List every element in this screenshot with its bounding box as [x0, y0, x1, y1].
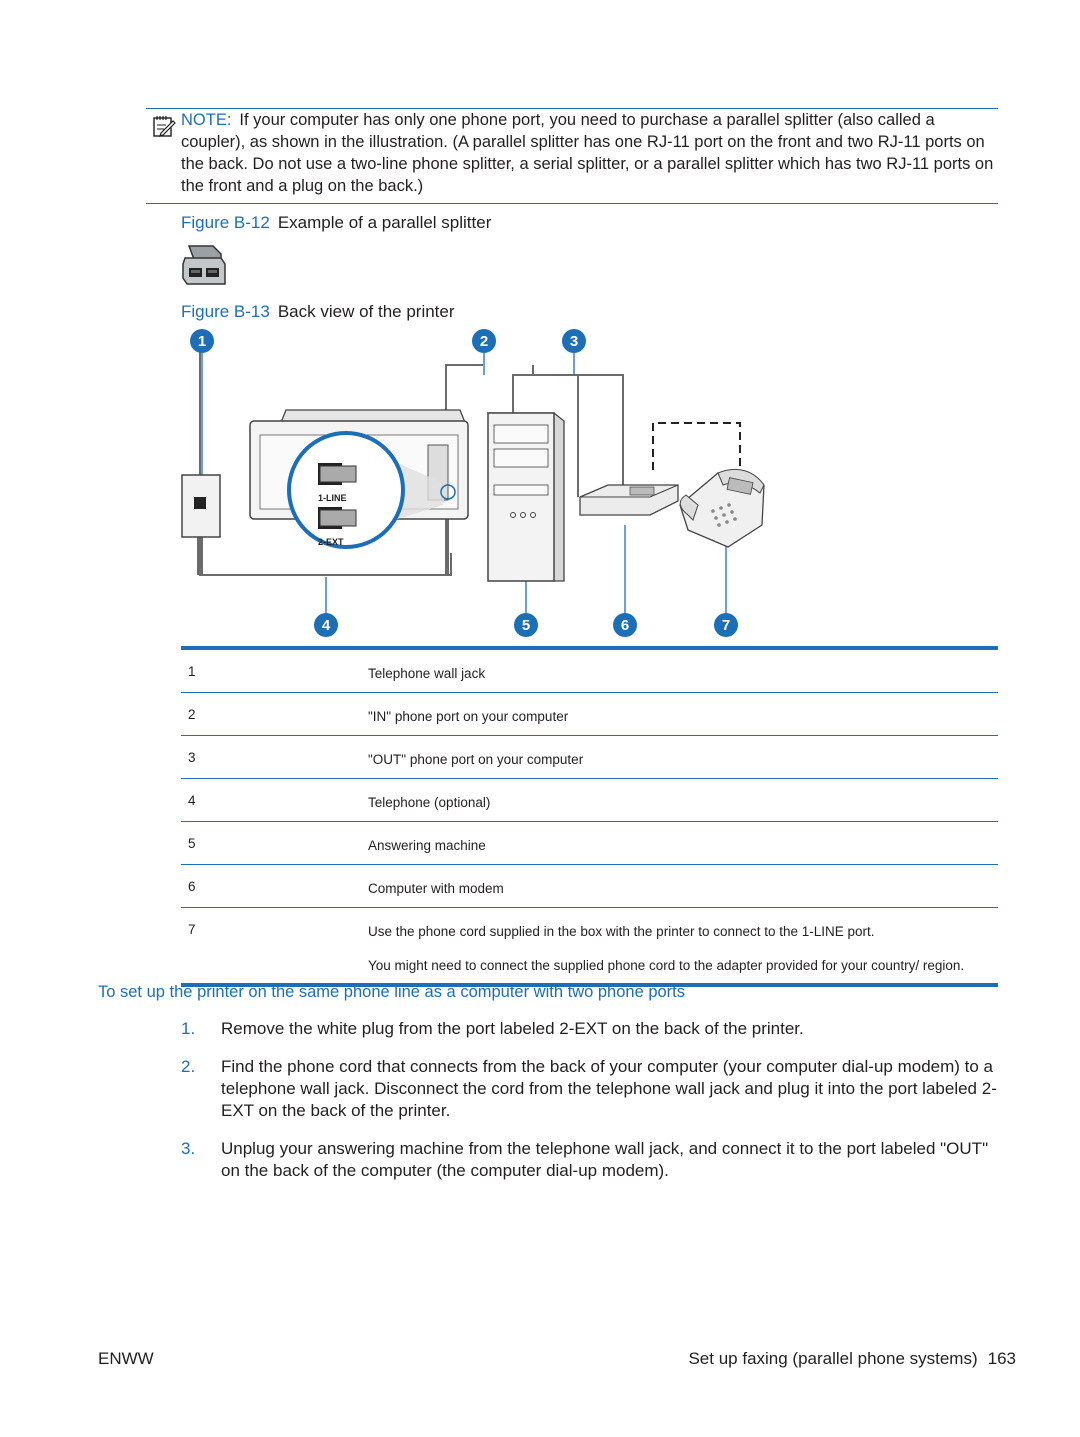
row-number: 6: [188, 879, 196, 894]
callout-1-label: 1: [197, 333, 207, 350]
parallel-splitter-image: [181, 242, 227, 288]
answering-machine: [580, 485, 678, 515]
note-icon: [152, 114, 176, 138]
callout-5-label: 5: [521, 617, 531, 634]
footer-section-title: Set up faxing (parallel phone systems): [688, 1349, 978, 1368]
footer-doc-code: ENWW: [98, 1349, 154, 1368]
row-description-line: You might need to connect the supplied phone cord to the adapter provided for your country/ region.: [368, 958, 965, 973]
table-row: [181, 865, 998, 908]
printer-back: [250, 410, 468, 547]
port-2-ext-label: 2-EXT: [318, 537, 344, 547]
legend-table: [181, 646, 998, 987]
callout-7-label: 7: [721, 617, 731, 634]
row-number: 4: [188, 793, 196, 808]
step-number: 2.: [181, 1057, 196, 1076]
connection-diagram: [178, 325, 778, 645]
telephone: [680, 469, 764, 547]
row-description: Telephone (optional): [368, 795, 491, 810]
page-number: 163: [987, 1349, 1016, 1368]
row-description: "OUT" phone port on your computer: [368, 752, 584, 767]
step-text: Find the phone cord that connects from the back of your computer (your computer dial-up modem) to a telephone wall jack. Disconnect the cord from the telephone wall jack and plug it into the port labeled 2-EXT on the back of the printer.: [221, 1057, 997, 1120]
note-text: [181, 109, 998, 197]
figure-12-title: Example of a parallel splitter: [277, 213, 492, 232]
list-item: [181, 1138, 1001, 1182]
callout-4-label: 4: [321, 617, 331, 634]
table-row: [181, 736, 998, 779]
procedure-steps: [181, 1018, 1001, 1198]
table-row: [181, 779, 998, 822]
callout-6-label: 6: [620, 617, 630, 634]
row-description: Answering machine: [368, 838, 486, 853]
figure-12-caption: [181, 213, 491, 233]
step-number: 3.: [181, 1139, 196, 1158]
row-number: 7: [188, 922, 196, 937]
note-body: If your computer has only one phone port, you need to purchase a parallel splitter (also called a coupler), as shown in the illustration. (A parallel splitter has one RJ-11 port on the front and two RJ-11 ports on the back. Do not use a two-line phone splitter, a serial splitter, or a parallel splitter which has two RJ-11 ports on the front and a plug on the back.): [181, 111, 994, 195]
table-row: [181, 822, 998, 865]
computer-tower: [488, 413, 564, 581]
row-number: 1: [188, 664, 196, 679]
figure-13-caption: [181, 302, 455, 322]
step-text: Unplug your answering machine from the telephone wall jack, and connect it to the port labeled "OUT" on the back of the computer (the computer dial-up modem).: [221, 1139, 989, 1180]
port-1-line-label: 1-LINE: [318, 493, 347, 503]
row-description: "IN" phone port on your computer: [368, 709, 569, 724]
procedure-title: To set up the printer on the same phone line as a computer with two phone ports: [98, 983, 686, 1001]
table-row: [181, 908, 998, 983]
figure-13-title: Back view of the printer: [277, 302, 455, 321]
list-item: [181, 1056, 1001, 1122]
row-number: 3: [188, 750, 196, 765]
list-item: [181, 1018, 1001, 1040]
step-text: Remove the white plug from the port labeled 2-EXT on the back of the printer.: [221, 1019, 804, 1038]
row-number: 5: [188, 836, 196, 851]
callout-2-label: 2: [479, 333, 489, 350]
wall-jack: [182, 475, 220, 537]
row-description: Telephone wall jack: [368, 666, 486, 681]
row-description-line: Use the phone cord supplied in the box with the printer to connect to the 1-LINE port.: [368, 924, 875, 939]
footer-section: [688, 1349, 1016, 1369]
step-number: 1.: [181, 1019, 196, 1038]
table-row: [181, 693, 998, 736]
callout-3-label: 3: [569, 333, 579, 350]
row-description: [368, 922, 998, 975]
figure-13-number: Figure B-13: [181, 302, 270, 321]
figure-12-number: Figure B-12: [181, 213, 270, 232]
note-box: [146, 108, 998, 204]
row-description: Computer with modem: [368, 881, 504, 896]
row-number: 2: [188, 707, 196, 722]
note-label: NOTE:: [181, 111, 232, 129]
table-row: [181, 650, 998, 693]
